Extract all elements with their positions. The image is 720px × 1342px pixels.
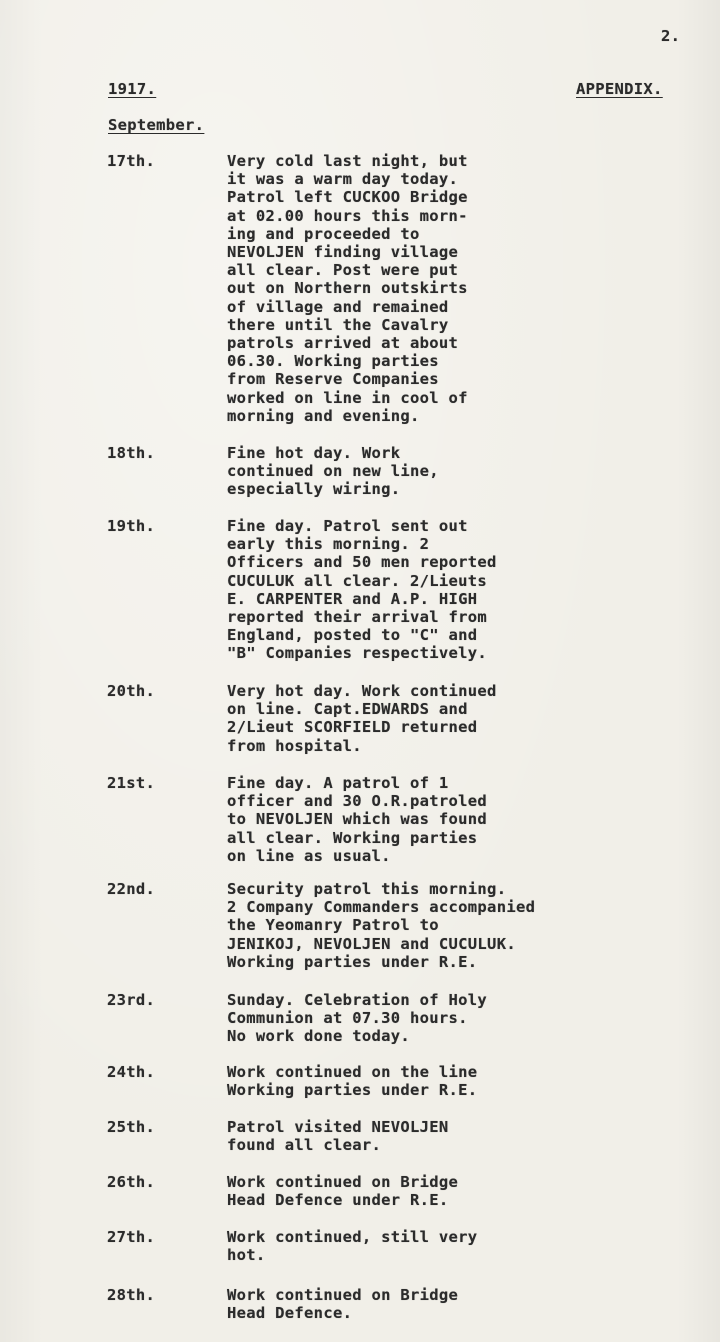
entry-text: Patrol visited NEVOLJEN found all clear. (227, 1118, 449, 1155)
entry-date: 25th. (107, 1118, 156, 1136)
entry-text: Fine day. Patrol sent out early this morning. 2 Officers and 50 men reported CUCULUK all clear. 2/Lieuts E. CARPENTER and A.P. HIGH reported their arrival from England, posted to "C" and "B" Companies respectively. (227, 517, 497, 663)
entry-date: 19th. (107, 517, 156, 535)
entry-date: 28th. (107, 1286, 156, 1304)
entry-text: Very hot day. Work continued on line. Capt.EDWARDS and 2/Lieut SCORFIELD returned from hospital. (227, 682, 497, 755)
entry-date: 20th. (107, 682, 156, 700)
entry-date: 21st. (107, 774, 156, 792)
entry-text: Fine day. A patrol of 1 officer and 30 O.R.patroled to NEVOLJEN which was found all clear. Working parties on line as usual. (227, 774, 488, 865)
header-year: 1917. (108, 80, 157, 98)
header-month: September. (108, 116, 205, 134)
entry-text: Work continued on the line Working parties under R.E. (227, 1063, 478, 1100)
entry-text: Work continued on Bridge Head Defence. (227, 1286, 459, 1323)
entry-date: 27th. (107, 1228, 156, 1246)
entry-text: Work continued, still very hot. (227, 1228, 478, 1265)
entry-text: Security patrol this morning. 2 Company Commanders accompanied the Yeomanry Patrol to JENIKOJ, NEVOLJEN and CUCULUK. Working parties under R.E. (227, 880, 536, 971)
header-appendix: APPENDIX. (576, 80, 663, 98)
entry-text: Work continued on Bridge Head Defence under R.E. (227, 1173, 459, 1210)
entry-date: 24th. (107, 1063, 156, 1081)
entry-text: Fine hot day. Work continued on new line, especially wiring. (227, 444, 439, 499)
entry-text: Very cold last night, but it was a warm day today. Patrol left CUCKOO Bridge at 02.00 hours this morn- ing and proceeded to NEVOLJEN finding village all clear. Post were put out on Northern outskirts of village and remained there until the Cavalry patrols arrived at about 06.30. Working parties from Reserve Companies worked on line in cool of morning and evening. (227, 152, 468, 425)
entry-date: 18th. (107, 444, 156, 462)
entry-date: 17th. (107, 152, 156, 170)
entry-text: Sunday. Celebration of Holy Communion at 07.30 hours. No work done today. (227, 991, 488, 1046)
entry-date: 22nd. (107, 880, 156, 898)
entry-date: 26th. (107, 1173, 156, 1191)
page-number: 2. (661, 27, 681, 45)
entry-date: 23rd. (107, 991, 156, 1009)
